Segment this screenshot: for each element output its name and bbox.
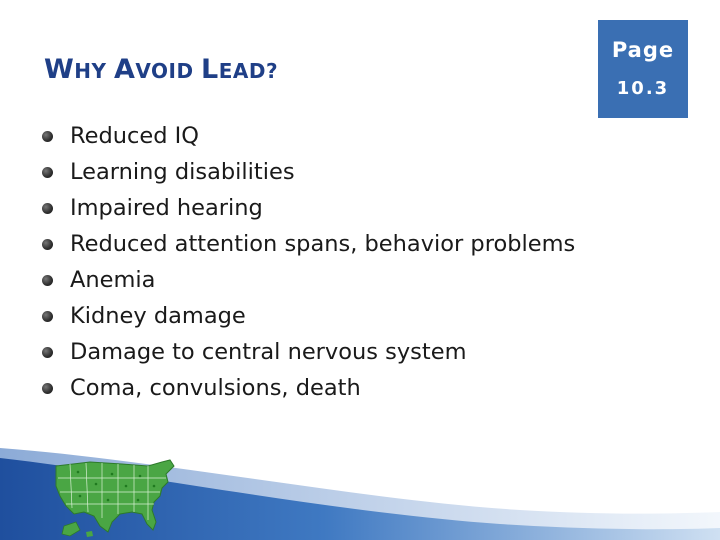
- bullet-text: Impaired hearing: [70, 195, 263, 221]
- title-rest: EAD?: [218, 59, 279, 83]
- page-badge: [598, 20, 688, 118]
- bullet-dot-icon: [42, 383, 53, 394]
- bullet-text: Damage to central nervous system: [70, 339, 467, 365]
- page-badge-number: 10.3: [616, 78, 670, 99]
- bullet-dot-icon: [42, 131, 53, 142]
- bullet-dot-icon: [42, 167, 53, 178]
- bullet-dot-icon: [42, 203, 53, 214]
- bullet-text: Reduced attention spans, behavior problems: [70, 231, 576, 257]
- bullet-text: Coma, convulsions, death: [70, 375, 361, 401]
- title-rest: HY: [74, 59, 114, 83]
- bullet-dot-icon: [42, 347, 53, 358]
- bullet-text: Learning disabilities: [70, 159, 295, 185]
- bullet-text: Reduced IQ: [70, 123, 200, 149]
- slide-title: [44, 48, 278, 86]
- bullet-list: [40, 118, 575, 406]
- bullet-text: Kidney damage: [70, 303, 246, 329]
- bullet-dot-icon: [42, 311, 53, 322]
- page-badge-label: Page: [611, 38, 675, 62]
- title-initial: W: [44, 54, 75, 85]
- usa-map-icon: [50, 456, 180, 540]
- bullet-dot-icon: [42, 275, 53, 286]
- list-item: [40, 370, 575, 406]
- bullet-dot-icon: [42, 239, 53, 250]
- title-initial: L: [201, 54, 219, 85]
- list-item: [40, 118, 575, 154]
- title-initial: A: [113, 54, 136, 85]
- list-item: [40, 154, 575, 190]
- list-item: [40, 334, 575, 370]
- list-item: [40, 262, 575, 298]
- list-item: [40, 226, 575, 262]
- title-rest: VOID: [135, 59, 202, 83]
- bullet-text: Anemia: [70, 267, 156, 293]
- list-item: [40, 190, 575, 226]
- list-item: [40, 298, 575, 334]
